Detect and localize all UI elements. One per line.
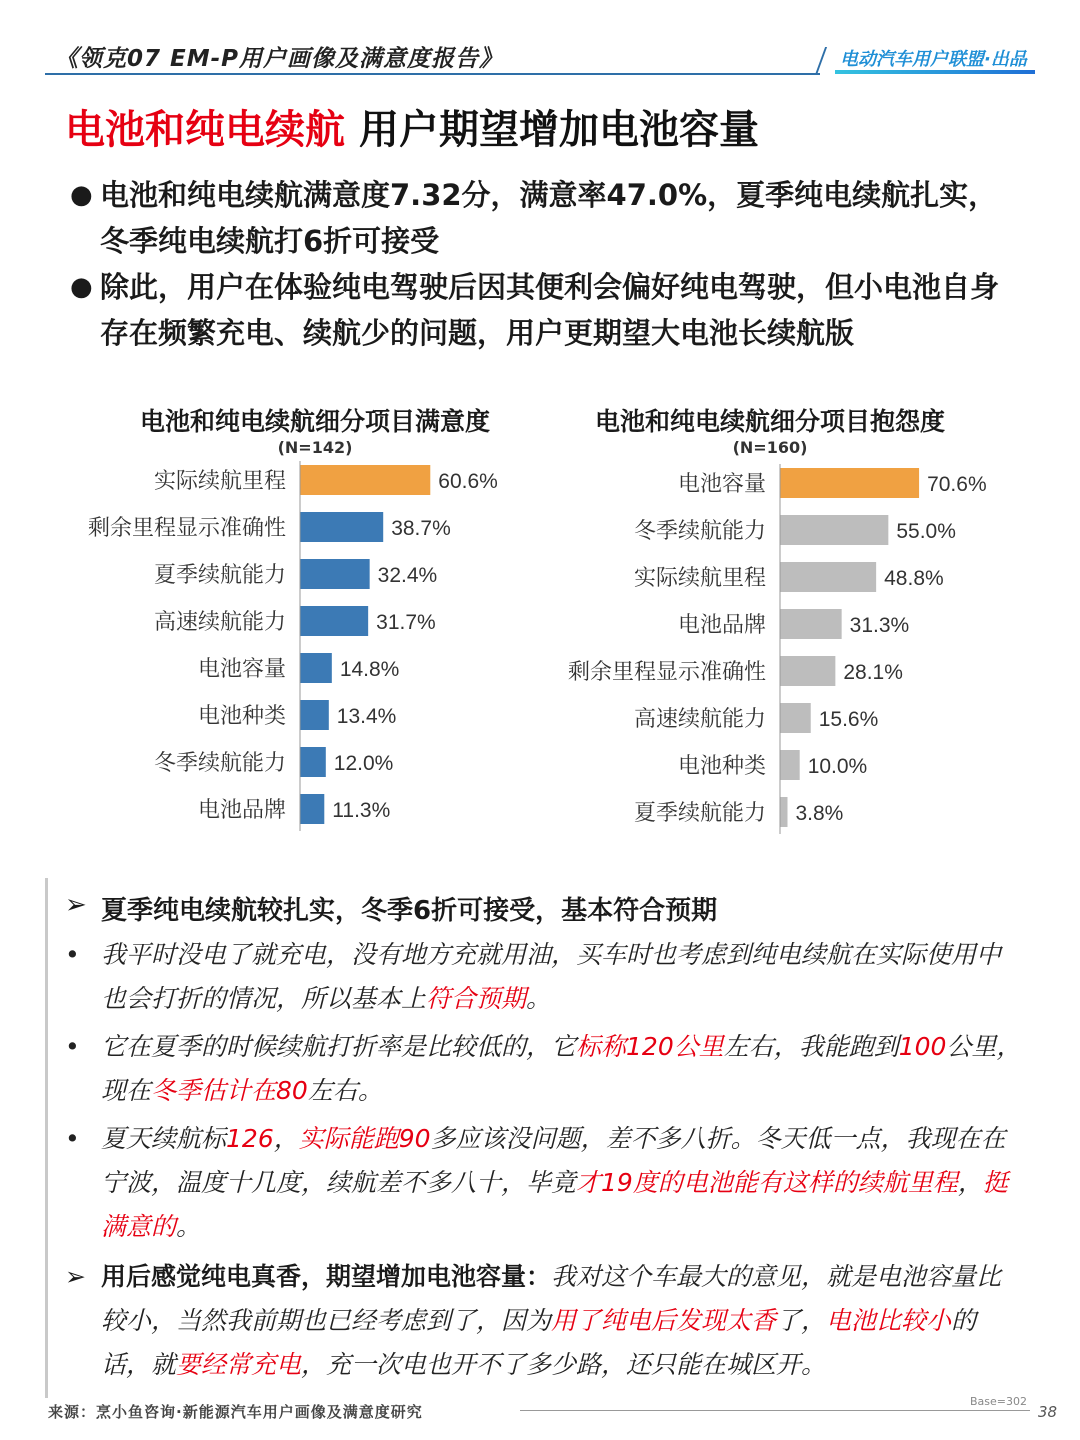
arrow-bullet-icon: ➢ [65, 1262, 86, 1291]
complaint-chart-sample-size: (N=160) [732, 438, 808, 457]
satisfaction-category-label: 高速续航能力 [153, 609, 286, 634]
satisfaction-category-label: 实际续航里程 [153, 468, 286, 493]
satisfaction-value-label: 31.7% [376, 611, 436, 634]
quote-fragment: ， [957, 1168, 983, 1197]
complaint-bar [780, 609, 842, 639]
quote-highlight: 126 [226, 1124, 274, 1153]
complaint-category-label: 高速续航能力 [633, 706, 766, 731]
satisfaction-category-label: 剩余里程显示准确性 [87, 515, 286, 540]
page-heading [65, 98, 759, 155]
satisfaction-category-label: 冬季续航能力 [153, 750, 286, 775]
complaint-bar [780, 750, 800, 780]
summary-bullet-text: 电池和纯电续航满意度7.32分，满意率47.0%，夏季纯电续航扎实，冬季纯电续航打6折可接受 [100, 178, 998, 258]
complaint-value-label: 70.6% [927, 473, 987, 496]
publisher-label: 电动汽车用户联盟·出品 [840, 49, 1027, 70]
complaint-value-label: 55.0% [896, 520, 956, 543]
complaint-bar [780, 515, 888, 545]
satisfaction-value-label: 12.0% [333, 752, 394, 775]
satisfaction-bar [300, 794, 324, 824]
quote-item [65, 933, 1025, 1021]
quote-highlight: 冬季估计在80 [151, 1076, 308, 1105]
summary-bullet [70, 172, 1025, 264]
complaint-category-label: 电池容量 [677, 471, 766, 496]
satisfaction-category-label: 电池种类 [197, 703, 286, 728]
quote-highlight: 挺满意的 [101, 1168, 1008, 1241]
footer-divider [520, 1410, 1030, 1411]
quote-text [101, 1025, 1025, 1113]
report-title: 《领克07 EM-P用户画像及满意度报告》 [55, 46, 504, 72]
quote-fragment: 它在夏季的时候续航打折率是比较低的，它 [101, 1032, 577, 1061]
satisfaction-value-label: 32.4% [377, 564, 438, 587]
satisfaction-chart-title: 电池和纯电续航细分项目满意度 [139, 407, 490, 436]
complaint-category-label: 冬季续航能力 [633, 518, 766, 543]
bullet-dot-icon: • [65, 1124, 80, 1153]
complaint-bar [780, 468, 919, 498]
quote-fragment: 的话，就 [101, 1306, 977, 1379]
heading-red-part: 电池和纯电续航 [65, 107, 345, 153]
complaint-value-label: 48.8% [884, 567, 944, 590]
quote-fragment: 我对这个车最大的意见，就是电池容量比较小，当然我前期也已经考虑到了，因为 [101, 1262, 1002, 1335]
complaint-bar [780, 656, 835, 686]
header-divider-tick [815, 47, 827, 75]
quote-highlight: 才19度的电池能有这样的续航里程 [576, 1168, 958, 1197]
quote-fragment: 左右。 [307, 1076, 383, 1105]
satisfaction-bar [300, 559, 370, 589]
complaint-value-label: 3.8% [795, 802, 844, 825]
quote-text [101, 1117, 1025, 1249]
quote-highlight: 100 [898, 1032, 947, 1061]
complaint-category-label: 电池品牌 [677, 612, 766, 637]
satisfaction-value-label: 13.4% [336, 705, 397, 728]
header-divider [45, 73, 820, 75]
publisher-underline [835, 70, 1035, 74]
heading-black-part: 用户期望增加电池容量 [359, 107, 759, 153]
complaint-bar [780, 797, 787, 827]
quote-fragment: 夏天续航标 [101, 1124, 227, 1153]
bullet-dot-icon: • [65, 1032, 80, 1061]
source-note: 来源：烹小鱼咨询·新能源汽车用户画像及满意度研究 [48, 1403, 423, 1421]
satisfaction-value-label: 14.8% [339, 658, 400, 681]
arrow-bullet-icon: ➢ [65, 890, 87, 920]
quote-highlight: 实际能跑90 [298, 1124, 431, 1153]
complaint-value-label: 10.0% [807, 755, 868, 778]
bullet-dot-icon: ● [70, 272, 93, 302]
satisfaction-value-label: 38.7% [391, 517, 451, 540]
complaint-value-label: 31.3% [849, 614, 910, 637]
quote-highlight: 用了纯电后发现太香 [551, 1306, 777, 1335]
quote-item [65, 1117, 1025, 1249]
quote-highlight: 电池比较小 [826, 1306, 952, 1335]
quote-section-title [65, 890, 1025, 927]
quote-fragment: 左右，我能跑到 [723, 1032, 899, 1061]
quote-fragment: 我平时没电了就充电，没有地方充就用油，买车时也考虑到纯电续航在实际使用中也会打折的情况，所以基本上 [101, 940, 1002, 1013]
satisfaction-value-label: 11.3% [332, 799, 391, 822]
satisfaction-bar [300, 512, 383, 542]
satisfaction-bar [300, 700, 329, 730]
quote-item [65, 1025, 1025, 1113]
complaint-category-label: 剩余里程显示准确性 [567, 659, 766, 684]
quotes-divider [45, 878, 48, 1398]
complaint-bar [780, 703, 811, 733]
satisfaction-value-label: 60.6% [438, 470, 498, 493]
complaint-value-label: 28.1% [843, 661, 903, 684]
satisfaction-category-label: 电池容量 [197, 656, 286, 681]
summary-bullet-text: 除此，用户在体验纯电驾驶后因其便利会偏好纯电驾驶，但小电池自身存在频繁充电、续航少的问题，用户更期望大电池长续航版 [100, 270, 1000, 350]
complaint-category-label: 夏季续航能力 [633, 800, 766, 825]
satisfaction-chart-sample-size: (N=142) [277, 438, 353, 457]
complaint-value-label: 15.6% [818, 708, 879, 731]
complaint-bar-chart [540, 458, 1040, 848]
quote-section-title-text: 夏季纯电续航较扎实，冬季6折可接受，基本符合预期 [101, 896, 718, 926]
page-number: 38 [1038, 1403, 1058, 1421]
quote-fragment: ，充一次电也开不了多少路，还只能在城区开。 [301, 1350, 827, 1379]
quote-text [101, 1255, 1025, 1387]
quote-text [101, 933, 1025, 1021]
complaint-category-label: 电池种类 [677, 753, 766, 778]
user-quotes [65, 890, 1025, 1387]
satisfaction-bar [300, 465, 430, 495]
quote-fragment: ， [273, 1124, 299, 1153]
satisfaction-bar-chart [40, 455, 540, 845]
summary-bullets [70, 172, 1025, 356]
complaint-category-label: 实际续航里程 [633, 565, 766, 590]
quote-section-title-text: 用后感觉纯电真香，期望增加电池容量： [101, 1262, 552, 1291]
base-count: Base=302 [970, 1395, 1027, 1408]
satisfaction-bar [300, 606, 368, 636]
satisfaction-bar [300, 653, 332, 683]
complaint-bar [780, 562, 876, 592]
summary-bullet [70, 264, 1025, 356]
quote-fragment: 多应该没问题，差不多八折。冬天低一点，我现在在宁波，温度十几度，续航差不多八十，毕竟 [101, 1124, 1006, 1197]
quote-highlight: 符合预期 [426, 984, 527, 1013]
satisfaction-category-label: 电池品牌 [197, 797, 286, 822]
quote-fragment: 。 [176, 1212, 202, 1241]
bullet-dot-icon: • [65, 940, 80, 969]
bullet-dot-icon: ● [70, 180, 93, 210]
complaint-chart-title: 电池和纯电续航细分项目抱怨度 [594, 407, 945, 436]
quote-fragment: 。 [526, 984, 552, 1013]
quote-fragment: 了， [776, 1306, 827, 1335]
satisfaction-bar [300, 747, 326, 777]
quote-highlight: 要经常充电 [176, 1350, 302, 1379]
satisfaction-category-label: 夏季续航能力 [153, 562, 286, 587]
quote-highlight: 标称120公里 [576, 1032, 724, 1061]
quote-section-2 [65, 1255, 1025, 1387]
quote-fragment: 公里，现在 [101, 1032, 1022, 1105]
